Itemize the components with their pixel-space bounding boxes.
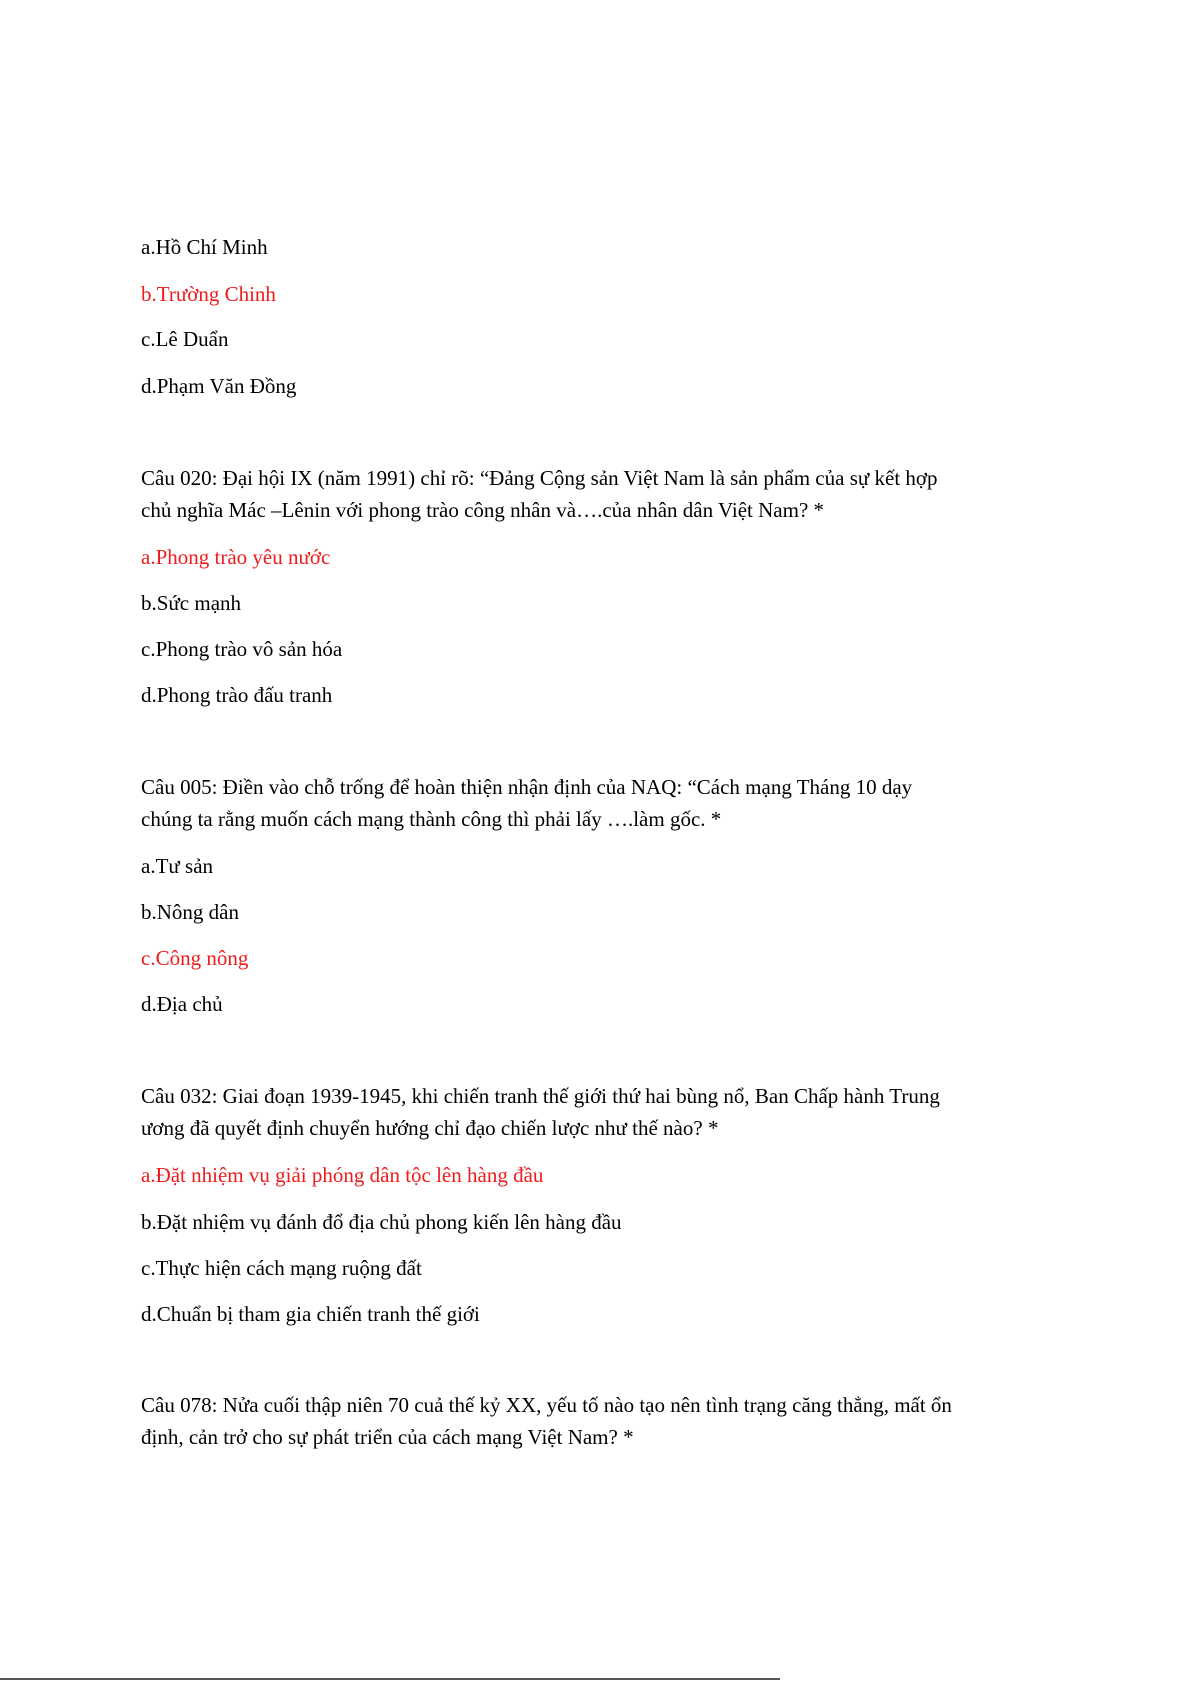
q2-question-line-2: chúng ta rằng muốn cách mạng thành công thì phải lấy ….làm gốc. * [141,807,722,831]
q4-question-line-1: Câu 078: Nửa cuối thập niên 70 cuả thế kỷ XX, yếu tố nào tạo nên tình trạng căng thẳng, mất ổn [141,1393,952,1417]
q2-option-d: d.Địa chủ [141,992,223,1016]
q1-question-line-1: Câu 020: Đại hội IX (năm 1991) chỉ rõ: “Đảng Cộng sản Việt Nam là sản phẩm của sự kết hợp [141,466,938,490]
q2-option-b: b.Nông dân [141,900,239,924]
q0-option-c: c.Lê Duẩn [141,327,229,351]
q2-option-c-correct: c.Công nông [141,946,249,970]
q3-option-b: b.Đặt nhiệm vụ đánh đổ địa chủ phong kiến lên hàng đầu [141,1210,622,1234]
q2-question-line-1: Câu 005: Điền vào chỗ trống để hoàn thiện nhận định của NAQ: “Cách mạng Tháng 10 dạy [141,775,913,799]
q3-option-c: c.Thực hiện cách mạng ruộng đất [141,1256,422,1280]
q3-option-d: d.Chuẩn bị tham gia chiến tranh thế giới [141,1302,480,1326]
q1-question-line-2: chủ nghĩa Mác –Lênin với phong trào công nhân và….của nhân dân Việt Nam? * [141,498,825,522]
q2-option-a: a.Tư sản [141,854,214,878]
q3-option-a-correct: a.Đặt nhiệm vụ giải phóng dân tộc lên hàng đầu [141,1163,544,1187]
q1-option-b: b.Sức mạnh [141,591,242,615]
q0-option-a: a.Hồ Chí Minh [141,235,268,259]
q3-question-line-2: ương đã quyết định chuyển hướng chỉ đạo chiến lược như thế nào? * [141,1116,719,1140]
q1-option-d: d.Phong trào đấu tranh [141,683,333,707]
q1-option-a-correct: a.Phong trào yêu nước [141,545,331,569]
q1-option-c: c.Phong trào vô sản hóa [141,637,343,661]
q0-option-d: d.Phạm Văn Đồng [141,374,297,398]
q0-option-b-correct: b.Trường Chinh [141,282,276,306]
page-bottom-divider [0,1678,780,1680]
q3-question-line-1: Câu 032: Giai đoạn 1939-1945, khi chiến tranh thế giới thứ hai bùng nổ, Ban Chấp hành Trung [141,1084,940,1108]
q4-question-line-2: định, cản trở cho sự phát triển của cách mạng Việt Nam? * [141,1425,634,1449]
